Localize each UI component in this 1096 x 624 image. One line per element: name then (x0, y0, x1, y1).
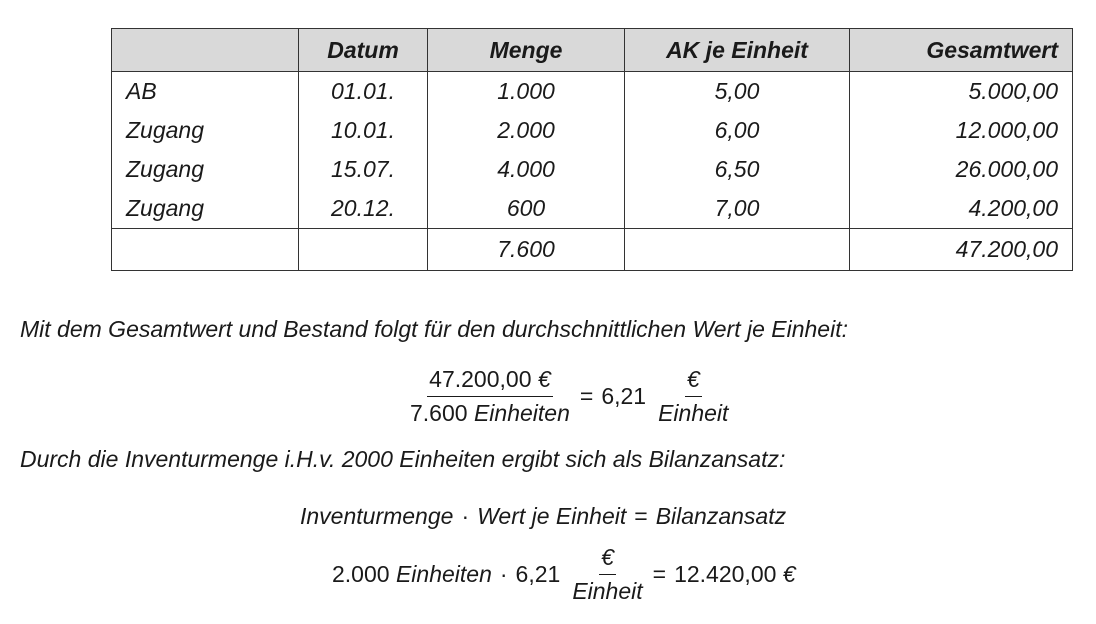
euro-symbol: € (782, 560, 796, 587)
header-cell-menge: Menge (428, 29, 625, 72)
cell-gesamtwert: 12.000,00 (850, 111, 1073, 150)
unit-numerator: € (599, 544, 616, 575)
cell-gesamtwert: 4.200,00 (850, 189, 1073, 229)
average-value-formula (408, 366, 730, 426)
cell-menge: 2.000 (428, 111, 625, 150)
unit-fraction (656, 366, 730, 426)
cell-label: Zugang (112, 111, 299, 150)
total-cell-ak (625, 229, 850, 271)
header-cell-gesamtwert: Gesamtwert (850, 29, 1073, 72)
balance-sheet-formula (332, 544, 796, 604)
equals-sign: = (634, 503, 648, 529)
unit-fraction (570, 544, 644, 604)
header-cell-label (112, 29, 299, 72)
quantity-value: 2.000 (332, 560, 390, 587)
table-row (112, 72, 1073, 112)
table-row (112, 111, 1073, 150)
cell-label: AB (112, 72, 299, 112)
word-equation (300, 503, 786, 530)
equals-sign: = (652, 560, 667, 587)
multiply-dot: · (461, 503, 470, 529)
cell-datum: 01.01. (299, 72, 428, 112)
average-result: 6,21 (601, 382, 647, 409)
explanation-text-1: Mit dem Gesamtwert und Bestand folgt für den durchschnittlichen Wert je Einheit: (20, 316, 848, 342)
denominator-value: 7.600 (410, 400, 468, 426)
fraction-denominator (408, 397, 572, 426)
total-cell-gesamtwert: 47.200,00 (850, 229, 1073, 271)
term-inventurmenge: Inventurmenge (300, 503, 454, 529)
quantity-unit: Einheiten (395, 560, 492, 587)
table-row (112, 189, 1073, 229)
cell-ak: 6,50 (625, 150, 850, 189)
total-cell-menge: 7.600 (428, 229, 625, 271)
cell-menge: 4.000 (428, 150, 625, 189)
cell-ak: 6,00 (625, 111, 850, 150)
rate-value: 6,21 (515, 560, 561, 587)
multiply-dot: · (499, 560, 508, 587)
header-cell-datum: Datum (299, 29, 428, 72)
cell-datum: 15.07. (299, 150, 428, 189)
fraction-total-over-quantity (408, 366, 572, 426)
term-bilanzansatz: Bilanzansatz (655, 503, 787, 529)
fraction-numerator (427, 366, 553, 397)
cell-ak: 5,00 (625, 72, 850, 112)
cell-label: Zugang (112, 189, 299, 229)
cell-menge: 1.000 (428, 72, 625, 112)
cell-ak: 7,00 (625, 189, 850, 229)
denominator-unit: Einheiten (473, 400, 570, 426)
cell-label: Zugang (112, 150, 299, 189)
explanation-text-2: Durch die Inventurmenge i.H.v. 2000 Einheiten ergibt sich als Bilanzansatz: (20, 446, 786, 472)
term-wert-je-einheit: Wert je Einheit (477, 503, 627, 529)
numerator-value: 47.200,00 (429, 366, 532, 392)
equals-sign: = (579, 382, 594, 409)
unit-numerator: € (685, 366, 702, 397)
total-cell-label (112, 229, 299, 271)
cell-datum: 20.12. (299, 189, 428, 229)
cell-datum: 10.01. (299, 111, 428, 150)
total-cell-datum (299, 229, 428, 271)
result-value: 12.420,00 (674, 560, 777, 587)
euro-symbol: € (537, 366, 551, 392)
header-cell-ak: AK je Einheit (625, 29, 850, 72)
cell-gesamtwert: 5.000,00 (850, 72, 1073, 112)
table-total-row (112, 229, 1073, 271)
cell-menge: 600 (428, 189, 625, 229)
table-row (112, 150, 1073, 189)
inventory-table (111, 28, 1073, 271)
table-header-row (112, 29, 1073, 72)
unit-denominator: Einheit (658, 400, 729, 426)
unit-denominator: Einheit (572, 578, 643, 604)
cell-gesamtwert: 26.000,00 (850, 150, 1073, 189)
